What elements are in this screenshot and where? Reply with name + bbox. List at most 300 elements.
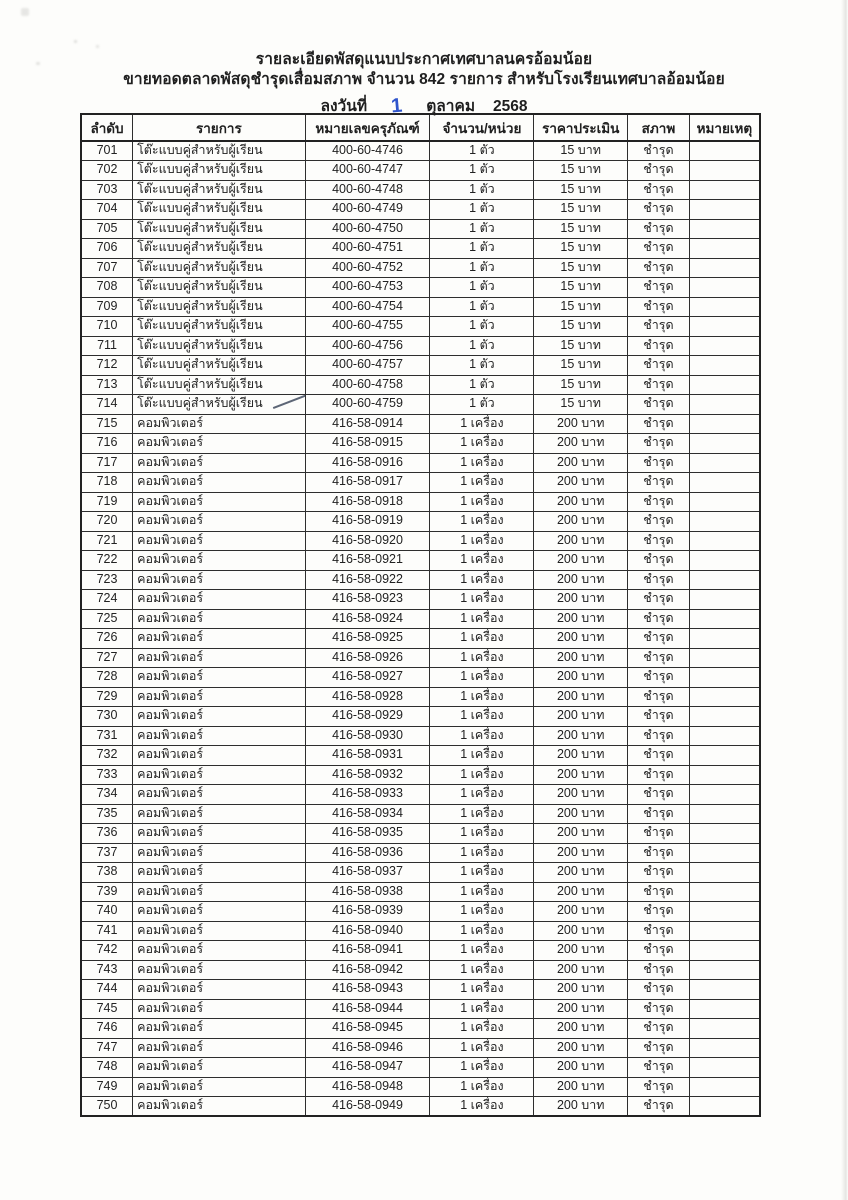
table-row	[81, 863, 760, 883]
cell-no: 745	[81, 999, 133, 1019]
cell-qty: 1 เครื่อง	[430, 512, 534, 532]
cell-note	[689, 1019, 760, 1039]
cell-item: โต๊ะแบบคู่สำหรับผู้เรียน	[133, 375, 305, 395]
cell-note	[689, 141, 760, 161]
cell-no: 738	[81, 863, 133, 883]
cell-condition: ชำรุด	[628, 824, 690, 844]
cell-price: 200 บาท	[534, 531, 628, 551]
cell-condition: ชำรุด	[628, 239, 690, 259]
cell-qty: 1 ตัว	[430, 278, 534, 298]
cell-note	[689, 336, 760, 356]
cell-item: โต๊ะแบบคู่สำหรับผู้เรียน	[133, 336, 305, 356]
table-row	[81, 492, 760, 512]
cell-note	[689, 785, 760, 805]
cell-no: 718	[81, 473, 133, 493]
cell-qty: 1 ตัว	[430, 180, 534, 200]
cell-no: 707	[81, 258, 133, 278]
cell-condition: ชำรุด	[628, 570, 690, 590]
cell-qty: 1 เครื่อง	[430, 492, 534, 512]
cell-qty: 1 ตัว	[430, 219, 534, 239]
cell-condition: ชำรุด	[628, 1038, 690, 1058]
cell-note	[689, 375, 760, 395]
cell-note	[689, 941, 760, 961]
table-row	[81, 453, 760, 473]
cell-condition: ชำรุด	[628, 863, 690, 883]
cell-no: 729	[81, 687, 133, 707]
cell-asset-no: 416-58-0947	[305, 1058, 430, 1078]
cell-note	[689, 512, 760, 532]
doc-title-line1: รายละเอียดพัสดุแนบประกาศเทศบาลนครอ้อมน้อย	[255, 51, 593, 68]
cell-asset-no: 400-60-4759	[305, 395, 430, 415]
table-row	[81, 629, 760, 649]
cell-no: 715	[81, 414, 133, 434]
cell-no: 726	[81, 629, 133, 649]
cell-no: 736	[81, 824, 133, 844]
table-row	[81, 1058, 760, 1078]
cell-asset-no: 400-60-4758	[305, 375, 430, 395]
cell-asset-no: 416-58-0918	[305, 492, 430, 512]
cell-note	[689, 687, 760, 707]
cell-asset-no: 400-60-4755	[305, 317, 430, 337]
cell-item: คอมพิวเตอร์	[133, 414, 305, 434]
cell-price: 15 บาท	[534, 317, 628, 337]
cell-item: คอมพิวเตอร์	[133, 960, 305, 980]
cell-condition: ชำรุด	[628, 473, 690, 493]
cell-condition: ชำรุด	[628, 629, 690, 649]
table-row	[81, 902, 760, 922]
table-row	[81, 921, 760, 941]
cell-item: โต๊ะแบบคู่สำหรับผู้เรียน	[133, 161, 305, 181]
cell-qty: 1 เครื่อง	[430, 824, 534, 844]
cell-asset-no: 416-58-0935	[305, 824, 430, 844]
cell-asset-no: 416-58-0948	[305, 1077, 430, 1097]
table-row	[81, 512, 760, 532]
cell-no: 735	[81, 804, 133, 824]
cell-condition: ชำรุด	[628, 551, 690, 571]
cell-asset-no: 400-60-4753	[305, 278, 430, 298]
col-header-qty: จำนวน/หน่วย	[430, 114, 534, 141]
cell-condition: ชำรุด	[628, 317, 690, 337]
cell-price: 200 บาท	[534, 863, 628, 883]
cell-note	[689, 180, 760, 200]
cell-no: 748	[81, 1058, 133, 1078]
cell-condition: ชำรุด	[628, 726, 690, 746]
cell-asset-no: 416-58-0928	[305, 687, 430, 707]
cell-no: 741	[81, 921, 133, 941]
cell-item: โต๊ะแบบคู่สำหรับผู้เรียน	[133, 278, 305, 298]
cell-no: 740	[81, 902, 133, 922]
cell-condition: ชำรุด	[628, 941, 690, 961]
scan-edge-shading	[841, 0, 848, 1200]
cell-note	[689, 824, 760, 844]
cell-note	[689, 980, 760, 1000]
table-row	[81, 668, 760, 688]
cell-note	[689, 902, 760, 922]
document-header	[0, 0, 848, 118]
cell-no: 737	[81, 843, 133, 863]
cell-asset-no: 416-58-0940	[305, 921, 430, 941]
cell-asset-no: 416-58-0931	[305, 746, 430, 766]
cell-item: โต๊ะแบบคู่สำหรับผู้เรียน	[133, 200, 305, 220]
table-row	[81, 999, 760, 1019]
cell-asset-no: 416-58-0946	[305, 1038, 430, 1058]
cell-no: 749	[81, 1077, 133, 1097]
cell-qty: 1 เครื่อง	[430, 843, 534, 863]
cell-condition: ชำรุด	[628, 765, 690, 785]
cell-item: คอมพิวเตอร์	[133, 824, 305, 844]
cell-condition: ชำรุด	[628, 1077, 690, 1097]
table-row	[81, 960, 760, 980]
cell-note	[689, 609, 760, 629]
cell-item: โต๊ะแบบคู่สำหรับผู้เรียน	[133, 258, 305, 278]
cell-note	[689, 1097, 760, 1117]
cell-item: โต๊ะแบบคู่สำหรับผู้เรียน	[133, 395, 305, 415]
table-row	[81, 356, 760, 376]
cell-no: 722	[81, 551, 133, 571]
cell-price: 15 บาท	[534, 219, 628, 239]
cell-price: 200 บาท	[534, 999, 628, 1019]
cell-condition: ชำรุด	[628, 219, 690, 239]
cell-note	[689, 648, 760, 668]
cell-asset-no: 416-58-0949	[305, 1097, 430, 1117]
cell-qty: 1 เครื่อง	[430, 980, 534, 1000]
table-row	[81, 1097, 760, 1117]
cell-note	[689, 551, 760, 571]
cell-note	[689, 1038, 760, 1058]
cell-asset-no: 400-60-4757	[305, 356, 430, 376]
col-header-condition: สภาพ	[628, 114, 690, 141]
cell-item: คอมพิวเตอร์	[133, 804, 305, 824]
cell-condition: ชำรุด	[628, 1019, 690, 1039]
cell-condition: ชำรุด	[628, 960, 690, 980]
table-row	[81, 278, 760, 298]
cell-qty: 1 เครื่อง	[430, 707, 534, 727]
cell-price: 200 บาท	[534, 570, 628, 590]
cell-note	[689, 590, 760, 610]
cell-note	[689, 1077, 760, 1097]
cell-no: 744	[81, 980, 133, 1000]
cell-condition: ชำรุด	[628, 902, 690, 922]
cell-no: 723	[81, 570, 133, 590]
cell-price: 200 บาท	[534, 1077, 628, 1097]
cell-qty: 1 เครื่อง	[430, 941, 534, 961]
cell-note	[689, 707, 760, 727]
cell-price: 200 บาท	[534, 746, 628, 766]
table-row	[81, 570, 760, 590]
cell-item: คอมพิวเตอร์	[133, 668, 305, 688]
cell-item: โต๊ะแบบคู่สำหรับผู้เรียน	[133, 297, 305, 317]
cell-item: คอมพิวเตอร์	[133, 765, 305, 785]
cell-qty: 1 เครื่อง	[430, 668, 534, 688]
cell-note	[689, 629, 760, 649]
cell-price: 200 บาท	[534, 473, 628, 493]
cell-condition: ชำรุด	[628, 258, 690, 278]
cell-item: โต๊ะแบบคู่สำหรับผู้เรียน	[133, 180, 305, 200]
cell-note	[689, 863, 760, 883]
table-row	[81, 434, 760, 454]
cell-asset-no: 416-58-0934	[305, 804, 430, 824]
cell-qty: 1 เครื่อง	[430, 863, 534, 883]
cell-asset-no: 400-60-4746	[305, 141, 430, 161]
cell-qty: 1 ตัว	[430, 395, 534, 415]
cell-price: 200 บาท	[534, 941, 628, 961]
cell-no: 713	[81, 375, 133, 395]
cell-note	[689, 921, 760, 941]
cell-no: 743	[81, 960, 133, 980]
cell-asset-no: 416-58-0922	[305, 570, 430, 590]
date-year: 2568	[493, 97, 528, 115]
table-row	[81, 1019, 760, 1039]
table-row	[81, 726, 760, 746]
cell-condition: ชำรุด	[628, 999, 690, 1019]
cell-condition: ชำรุด	[628, 395, 690, 415]
cell-qty: 1 ตัว	[430, 336, 534, 356]
cell-qty: 1 ตัว	[430, 200, 534, 220]
table-row	[81, 258, 760, 278]
cell-condition: ชำรุด	[628, 687, 690, 707]
cell-item: คอมพิวเตอร์	[133, 434, 305, 454]
cell-price: 15 บาท	[534, 161, 628, 181]
cell-price: 15 บาท	[534, 180, 628, 200]
cell-condition: ชำรุด	[628, 161, 690, 181]
cell-asset-no: 416-58-0924	[305, 609, 430, 629]
cell-qty: 1 เครื่อง	[430, 687, 534, 707]
table-row	[81, 336, 760, 356]
cell-asset-no: 416-58-0930	[305, 726, 430, 746]
table-row	[81, 648, 760, 668]
cell-asset-no: 416-58-0927	[305, 668, 430, 688]
cell-note	[689, 843, 760, 863]
cell-price: 200 บาท	[534, 1097, 628, 1117]
cell-condition: ชำรุด	[628, 980, 690, 1000]
table-header-row	[81, 114, 760, 141]
cell-qty: 1 เครื่อง	[430, 999, 534, 1019]
cell-asset-no: 400-60-4752	[305, 258, 430, 278]
table-row	[81, 200, 760, 220]
table-row	[81, 161, 760, 181]
table-row	[81, 843, 760, 863]
cell-item: คอมพิวเตอร์	[133, 707, 305, 727]
cell-no: 717	[81, 453, 133, 473]
col-header-no: ลำดับ	[81, 114, 133, 141]
cell-note	[689, 882, 760, 902]
table-row	[81, 707, 760, 727]
cell-qty: 1 เครื่อง	[430, 473, 534, 493]
cell-no: 705	[81, 219, 133, 239]
cell-item: คอมพิวเตอร์	[133, 921, 305, 941]
cell-no: 701	[81, 141, 133, 161]
cell-asset-no: 416-58-0925	[305, 629, 430, 649]
table-row	[81, 687, 760, 707]
cell-condition: ชำรุด	[628, 453, 690, 473]
cell-note	[689, 395, 760, 415]
cell-qty: 1 ตัว	[430, 375, 534, 395]
cell-note	[689, 492, 760, 512]
cell-no: 702	[81, 161, 133, 181]
cell-price: 200 บาท	[534, 707, 628, 727]
col-header-item: รายการ	[133, 114, 305, 141]
cell-no: 727	[81, 648, 133, 668]
cell-condition: ชำรุด	[628, 1097, 690, 1117]
table-row	[81, 395, 760, 415]
cell-condition: ชำรุด	[628, 180, 690, 200]
cell-qty: 1 เครื่อง	[430, 1038, 534, 1058]
cell-note	[689, 726, 760, 746]
cell-qty: 1 ตัว	[430, 239, 534, 259]
cell-no: 712	[81, 356, 133, 376]
cell-price: 200 บาท	[534, 629, 628, 649]
cell-item: โต๊ะแบบคู่สำหรับผู้เรียน	[133, 239, 305, 259]
table-row	[81, 804, 760, 824]
cell-qty: 1 เครื่อง	[430, 785, 534, 805]
cell-asset-no: 400-60-4756	[305, 336, 430, 356]
table-row	[81, 882, 760, 902]
table-row	[81, 1077, 760, 1097]
cell-no: 742	[81, 941, 133, 961]
cell-qty: 1 เครื่อง	[430, 551, 534, 571]
cell-price: 200 บาท	[534, 1019, 628, 1039]
cell-price: 15 บาท	[534, 200, 628, 220]
cell-item: คอมพิวเตอร์	[133, 570, 305, 590]
cell-condition: ชำรุด	[628, 434, 690, 454]
cell-note	[689, 258, 760, 278]
cell-asset-no: 416-58-0933	[305, 785, 430, 805]
cell-asset-no: 416-58-0937	[305, 863, 430, 883]
cell-note	[689, 356, 760, 376]
cell-no: 733	[81, 765, 133, 785]
cell-note	[689, 239, 760, 259]
cell-no: 746	[81, 1019, 133, 1039]
table-row	[81, 473, 760, 493]
cell-item: คอมพิวเตอร์	[133, 473, 305, 493]
table-row	[81, 141, 760, 161]
table-row	[81, 551, 760, 571]
cell-qty: 1 เครื่อง	[430, 1077, 534, 1097]
cell-price: 200 บาท	[534, 687, 628, 707]
cell-condition: ชำรุด	[628, 785, 690, 805]
cell-no: 731	[81, 726, 133, 746]
cell-asset-no: 416-58-0915	[305, 434, 430, 454]
cell-asset-no: 416-58-0936	[305, 843, 430, 863]
cell-condition: ชำรุด	[628, 512, 690, 532]
table-row	[81, 531, 760, 551]
cell-condition: ชำรุด	[628, 336, 690, 356]
cell-note	[689, 668, 760, 688]
cell-qty: 1 เครื่อง	[430, 902, 534, 922]
cell-price: 15 บาท	[534, 336, 628, 356]
cell-item: คอมพิวเตอร์	[133, 941, 305, 961]
cell-asset-no: 416-58-0921	[305, 551, 430, 571]
cell-price: 200 บาท	[534, 882, 628, 902]
cell-no: 719	[81, 492, 133, 512]
cell-asset-no: 416-58-0941	[305, 941, 430, 961]
cell-note	[689, 414, 760, 434]
cell-price: 15 บาท	[534, 278, 628, 298]
cell-price: 200 บาท	[534, 1038, 628, 1058]
cell-price: 15 บาท	[534, 356, 628, 376]
cell-no: 709	[81, 297, 133, 317]
cell-item: คอมพิวเตอร์	[133, 1058, 305, 1078]
cell-note	[689, 453, 760, 473]
cell-item: คอมพิวเตอร์	[133, 512, 305, 532]
cell-price: 200 บาท	[534, 609, 628, 629]
cell-price: 200 บาท	[534, 1058, 628, 1078]
cell-item: คอมพิวเตอร์	[133, 687, 305, 707]
cell-no: 734	[81, 785, 133, 805]
cell-qty: 1 เครื่อง	[430, 648, 534, 668]
cell-no: 720	[81, 512, 133, 532]
cell-price: 200 บาท	[534, 668, 628, 688]
cell-asset-no: 400-60-4751	[305, 239, 430, 259]
cell-note	[689, 570, 760, 590]
table-row	[81, 980, 760, 1000]
cell-qty: 1 เครื่อง	[430, 1019, 534, 1039]
cell-item: คอมพิวเตอร์	[133, 1019, 305, 1039]
cell-asset-no: 416-58-0914	[305, 414, 430, 434]
cell-note	[689, 278, 760, 298]
cell-price: 200 บาท	[534, 765, 628, 785]
cell-item: คอมพิวเตอร์	[133, 902, 305, 922]
cell-qty: 1 เครื่อง	[430, 590, 534, 610]
cell-asset-no: 416-58-0932	[305, 765, 430, 785]
cell-price: 200 บาท	[534, 804, 628, 824]
cell-no: 714	[81, 395, 133, 415]
cell-qty: 1 ตัว	[430, 317, 534, 337]
cell-no: 703	[81, 180, 133, 200]
cell-item: คอมพิวเตอร์	[133, 492, 305, 512]
cell-item: คอมพิวเตอร์	[133, 980, 305, 1000]
cell-no: 706	[81, 239, 133, 259]
cell-condition: ชำรุด	[628, 375, 690, 395]
cell-price: 200 บาท	[534, 960, 628, 980]
cell-price: 200 บาท	[534, 843, 628, 863]
cell-asset-no: 416-58-0943	[305, 980, 430, 1000]
cell-qty: 1 ตัว	[430, 161, 534, 181]
cell-no: 716	[81, 434, 133, 454]
cell-item: คอมพิวเตอร์	[133, 609, 305, 629]
cell-condition: ชำรุด	[628, 1058, 690, 1078]
cell-note	[689, 473, 760, 493]
cell-no: 730	[81, 707, 133, 727]
cell-asset-no: 400-60-4749	[305, 200, 430, 220]
cell-price: 200 บาท	[534, 492, 628, 512]
cell-note	[689, 999, 760, 1019]
date-month: ตุลาคม	[426, 97, 476, 115]
cell-note	[689, 297, 760, 317]
table-row	[81, 219, 760, 239]
cell-item: คอมพิวเตอร์	[133, 1077, 305, 1097]
cell-qty: 1 เครื่อง	[430, 453, 534, 473]
cell-asset-no: 400-60-4754	[305, 297, 430, 317]
cell-asset-no: 400-60-4748	[305, 180, 430, 200]
cell-item: คอมพิวเตอร์	[133, 453, 305, 473]
doc-title-line2: ขายทอดตลาดพัสดุชำรุดเสื่อมสภาพ จำนวน 842 รายการ สำหรับโรงเรียนเทศบาลอ้อมน้อย	[123, 71, 725, 89]
cell-no: 728	[81, 668, 133, 688]
cell-asset-no: 416-58-0920	[305, 531, 430, 551]
cell-note	[689, 765, 760, 785]
col-header-note: หมายเหตุ	[689, 114, 760, 141]
cell-qty: 1 ตัว	[430, 258, 534, 278]
table-row	[81, 941, 760, 961]
cell-price: 200 บาท	[534, 590, 628, 610]
cell-qty: 1 เครื่อง	[430, 921, 534, 941]
cell-no: 710	[81, 317, 133, 337]
cell-price: 200 บาท	[534, 648, 628, 668]
cell-condition: ชำรุด	[628, 414, 690, 434]
cell-no: 747	[81, 1038, 133, 1058]
cell-note	[689, 960, 760, 980]
cell-condition: ชำรุด	[628, 492, 690, 512]
